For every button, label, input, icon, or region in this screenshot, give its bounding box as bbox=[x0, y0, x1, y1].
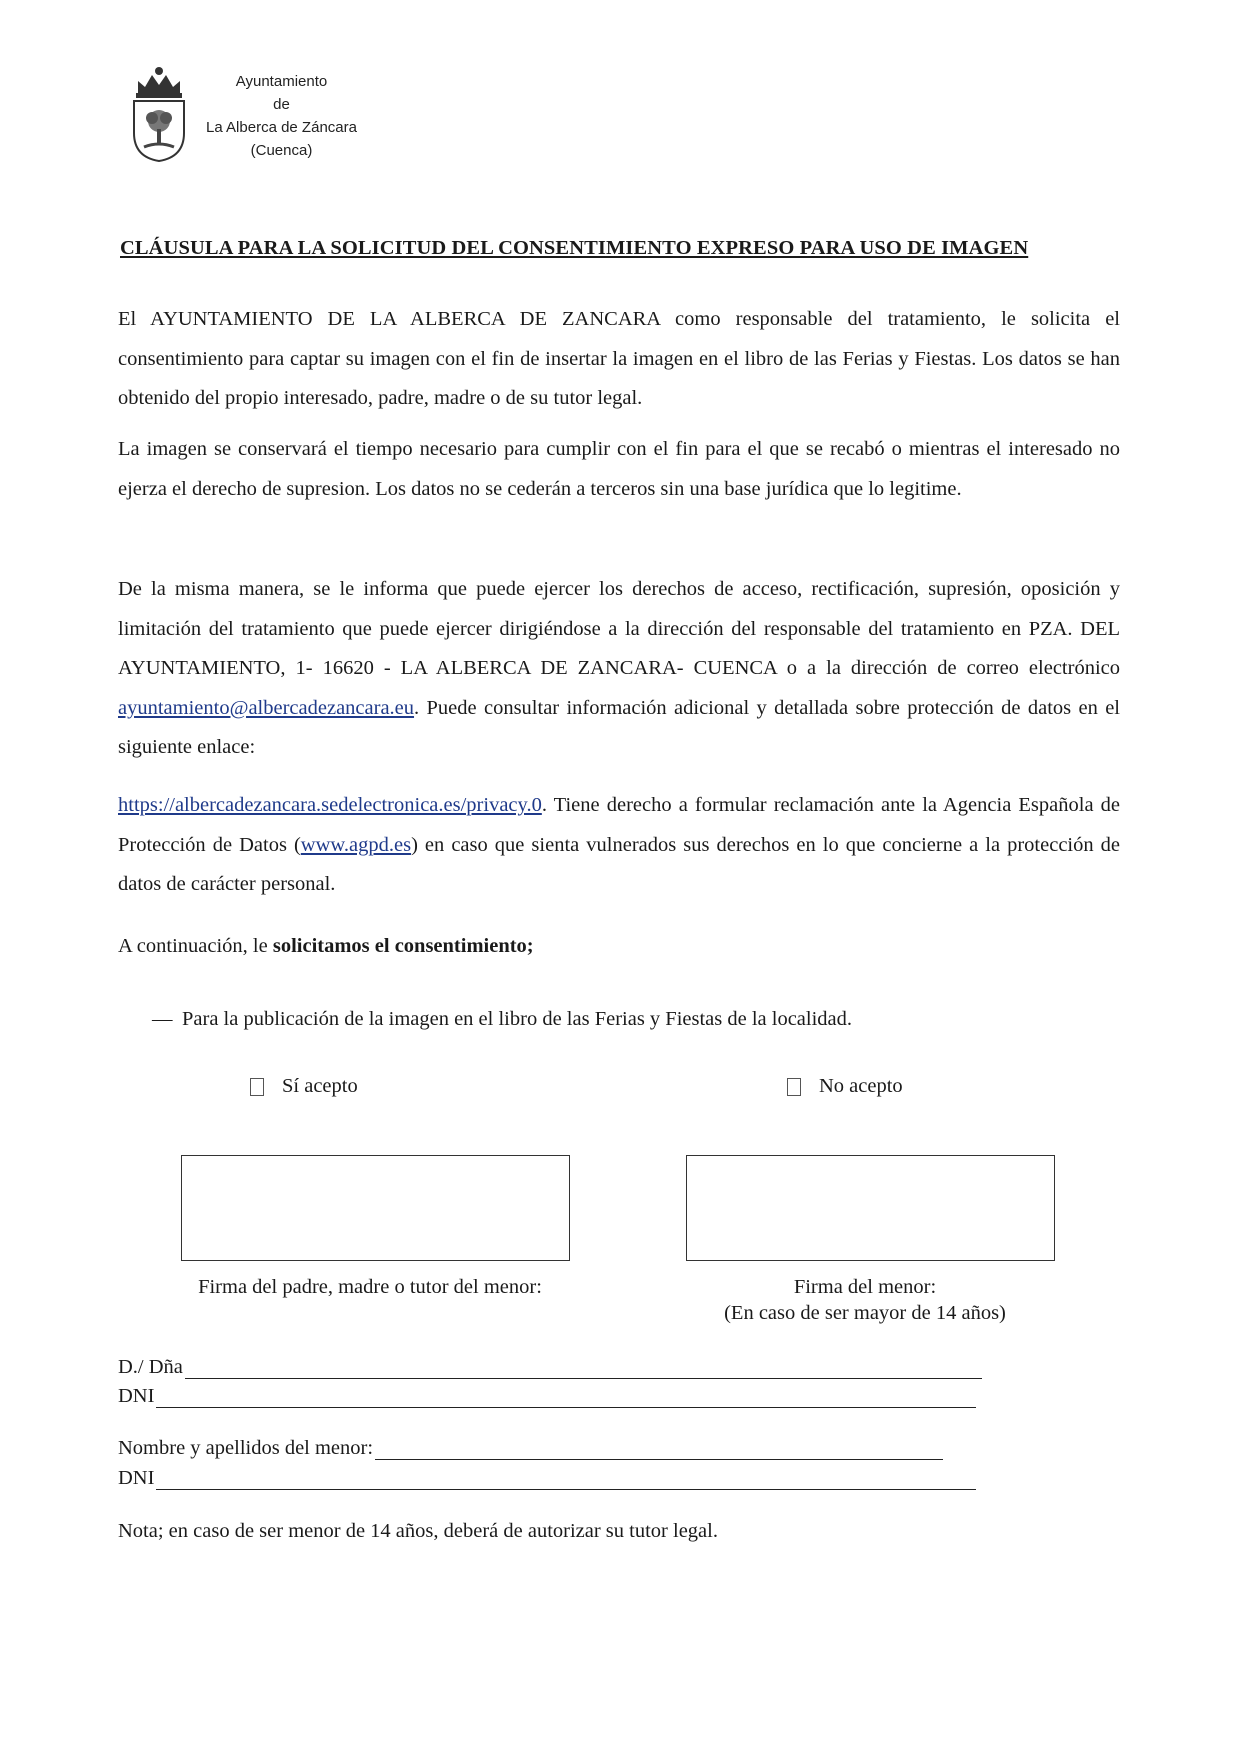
guardian-name-field[interactable] bbox=[118, 1356, 982, 1379]
accept-option[interactable] bbox=[250, 1075, 358, 1098]
minor-name-line[interactable] bbox=[375, 1439, 943, 1460]
request-text: A continuación, le bbox=[118, 935, 273, 957]
parent-signature-caption: Firma del padre, madre o tutor del menor: bbox=[198, 1276, 542, 1298]
privacy-text-after: ) en caso que sienta vulnerados sus derechos en lo que concierne a la protección de datos de carácter personal. bbox=[118, 833, 1121, 895]
minor-dni-field[interactable] bbox=[118, 1467, 976, 1490]
letterhead bbox=[120, 58, 370, 173]
minor-dni-label: DNI bbox=[118, 1467, 155, 1489]
guardian-dni-field[interactable] bbox=[118, 1385, 976, 1408]
accept-checkbox[interactable] bbox=[250, 1078, 264, 1096]
guardian-name-line[interactable] bbox=[185, 1358, 982, 1379]
org-line-3: La Alberca de Záncara bbox=[206, 119, 357, 136]
org-line-4: (Cuenca) bbox=[250, 142, 313, 159]
rights-text: De la misma manera, se le informa que puede ejercer los derechos de acceso, rectificación, supresión, oposición y limitación del tratamiento que puede ejercer dirigiéndose a la dirección del responsable del tratamiento en PZA. DEL AYUNTAMIENTO, 1- 16620 - LA ALBERCA DE ZANCARA- CUENCA o a la dirección de correo electrónico bbox=[118, 578, 1120, 679]
guardian-dni-line[interactable] bbox=[156, 1387, 976, 1408]
footnote: Nota; en caso de ser menor de 14 años, deberá de autorizar su tutor legal. bbox=[118, 1520, 718, 1542]
consent-item bbox=[152, 1008, 852, 1031]
privacy-text: . Tiene derecho a formular reclamación ante la Agencia Española de Protección de Datos ( bbox=[118, 794, 1120, 856]
paragraph-rights bbox=[118, 570, 1120, 768]
minor-name-field[interactable] bbox=[118, 1437, 943, 1460]
document-title: CLÁUSULA PARA LA SOLICITUD DEL CONSENTIMIENTO EXPRESO PARA USO DE IMAGEN bbox=[120, 237, 1029, 259]
guardian-dni-label: DNI bbox=[118, 1385, 155, 1407]
minor-caption-line-1: Firma del menor: bbox=[793, 1276, 937, 1298]
accept-label: Sí acepto bbox=[282, 1075, 358, 1097]
consent-item-text: Para la publicación de la imagen en el libro de las Ferias y Fiestas de la localidad. bbox=[182, 1008, 853, 1030]
agpd-link[interactable]: www.agpd.es bbox=[300, 833, 412, 856]
minor-name-label: Nombre y apellidos del menor: bbox=[118, 1437, 374, 1459]
dash-marker: — bbox=[152, 1008, 173, 1030]
minor-signature-caption bbox=[640, 1274, 1090, 1326]
paragraph-controller: El AYUNTAMIENTO DE LA ALBERCA DE ZANCARA como responsable del tratamiento, le solicita el consentimiento para captar su imagen con el fin de insertar la imagen en el libro de las Ferias y Fiestas. Los datos se han obtenido del propio interesado, padre, madre o de su tutor legal. bbox=[118, 308, 1120, 409]
privacy-link[interactable]: https://albercadezancara.sedelectronica.es/privacy.0 bbox=[118, 794, 542, 816]
parent-signature-box[interactable] bbox=[181, 1155, 570, 1261]
guardian-name-label: D./ Dña bbox=[118, 1356, 183, 1378]
org-line-1: Ayuntamiento bbox=[235, 73, 328, 90]
paragraph-request bbox=[118, 927, 1120, 967]
paragraph-retention: La imagen se conservará el tiempo necesario para cumplir con el fin para el que se recabó o mientras el interesado no ejerza el derecho de supresion. Los datos no se cederán a terceros sin una base jurídica que lo legitime. bbox=[118, 438, 1120, 500]
decline-option[interactable] bbox=[787, 1075, 903, 1098]
paragraph-privacy bbox=[118, 786, 1120, 905]
minor-caption-line-2: (En caso de ser mayor de 14 años) bbox=[724, 1302, 1006, 1324]
email-link[interactable]: ayuntamiento@albercadezancara.eu bbox=[118, 696, 415, 719]
minor-signature-box[interactable] bbox=[686, 1155, 1055, 1261]
rights-text-after: . Puede consultar información adicional y detallada sobre protección de datos en el siguiente enlace: bbox=[118, 696, 1120, 758]
decline-checkbox[interactable] bbox=[787, 1078, 801, 1096]
minor-dni-line[interactable] bbox=[156, 1469, 976, 1490]
request-bold: solicitamos el consentimiento; bbox=[272, 935, 534, 957]
decline-label: No acepto bbox=[819, 1075, 903, 1097]
org-line-2: de bbox=[273, 96, 290, 113]
coat-of-arms-icon bbox=[130, 63, 188, 163]
organization-name bbox=[194, 70, 369, 162]
